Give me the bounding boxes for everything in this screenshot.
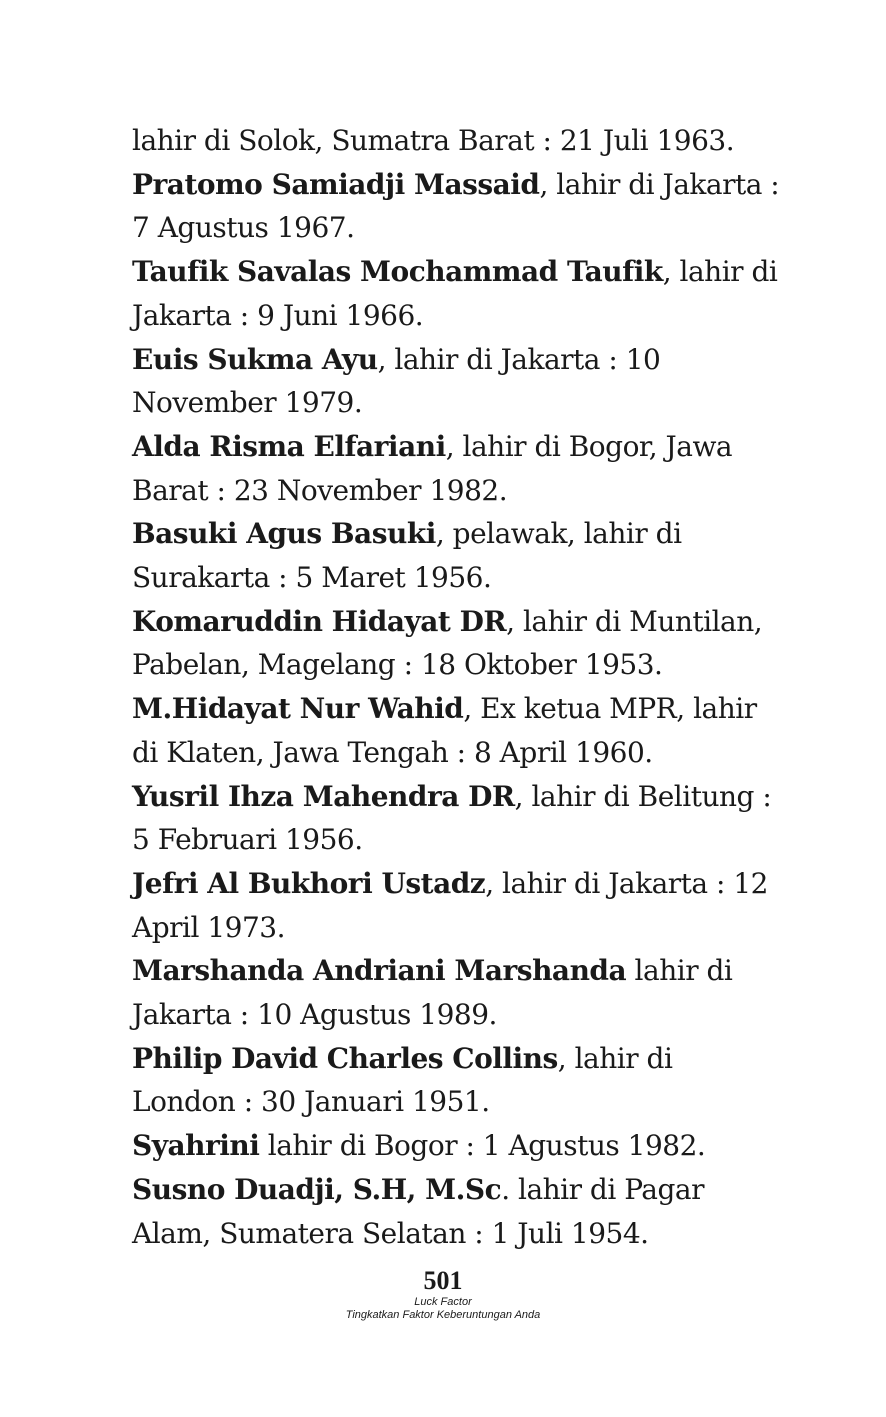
person-name: Yusril Ihza Mahendra DR <box>132 779 515 813</box>
list-item <box>132 600 782 687</box>
list-item <box>132 512 782 599</box>
list-item <box>132 119 782 163</box>
list-item <box>132 775 782 862</box>
person-name: Philip David Charles Collins <box>132 1041 558 1075</box>
page-number: 501 <box>423 1266 463 1295</box>
running-title: Luck Factor <box>414 1296 472 1308</box>
person-name: M.Hidayat Nur Wahid <box>132 692 464 726</box>
list-item <box>132 425 782 512</box>
list-item <box>132 1037 782 1124</box>
list-item <box>132 250 782 337</box>
person-details: , lahir di London : 30 Januari 1951. <box>132 1041 673 1119</box>
person-name: Susno Duadji, S.H, M.Sc <box>132 1172 502 1206</box>
person-details: , Ex ketua MPR, lahir di Klaten, Jawa Tengah : 8 April 1960. <box>132 692 757 769</box>
person-name: Jefri Al Bukhori Ustadz <box>132 866 486 900</box>
person-name: Komaruddin Hidayat DR <box>132 604 507 638</box>
list-item <box>132 687 782 774</box>
person-name: Alda Risma Elfariani <box>132 429 446 463</box>
person-name: Pratomo Samiadji Massaid <box>132 167 540 201</box>
person-details: , lahir di Jakarta : 12 April 1973. <box>132 866 768 944</box>
person-details: , lahir di Jakarta : 7 Agustus 1967. <box>132 167 780 245</box>
person-details: , lahir di Belitung : 5 Februari 1956. <box>132 779 772 857</box>
person-details: lahir di Solok, Sumatra Barat : 21 Juli 1963. <box>132 124 735 157</box>
running-subtitle: Tingkatkan Faktor Keberuntungan Anda <box>345 1309 541 1321</box>
person-name: Euis Sukma Ayu <box>132 342 378 376</box>
page-footer <box>0 1266 886 1322</box>
person-details: . lahir di Pagar Alam, Sumatera Selatan : 1 Juli 1954. <box>132 1172 704 1250</box>
person-details: , lahir di Muntilan, Pabelan, Magelang : 18 Oktober 1953. <box>132 604 763 682</box>
list-item <box>132 1168 782 1255</box>
person-name: Marshanda Andriani Marshanda <box>132 954 627 988</box>
person-details: , lahir di Jakarta : 10 November 1979. <box>132 342 661 420</box>
person-details: lahir di Bogor : 1 Agustus 1982. <box>259 1129 706 1163</box>
page-body <box>132 119 782 1255</box>
list-item <box>132 1124 782 1168</box>
person-name: Taufik Savalas Mochammad Taufik <box>132 255 663 289</box>
list-item <box>132 338 782 425</box>
person-name: Syahrini <box>132 1129 260 1163</box>
person-details: , lahir di Jakarta : 9 Juni 1966. <box>132 255 778 332</box>
person-details: , lahir di Bogor, Jawa Barat : 23 November 1982. <box>132 429 733 507</box>
list-item <box>132 862 782 949</box>
list-item <box>132 163 782 250</box>
person-details: lahir di Jakarta : 10 Agustus 1989. <box>132 954 733 1032</box>
person-name: Basuki Agus Basuki <box>132 517 436 551</box>
person-details: , pelawak, lahir di Surakarta : 5 Maret 1956. <box>132 517 682 595</box>
list-item <box>132 949 782 1036</box>
